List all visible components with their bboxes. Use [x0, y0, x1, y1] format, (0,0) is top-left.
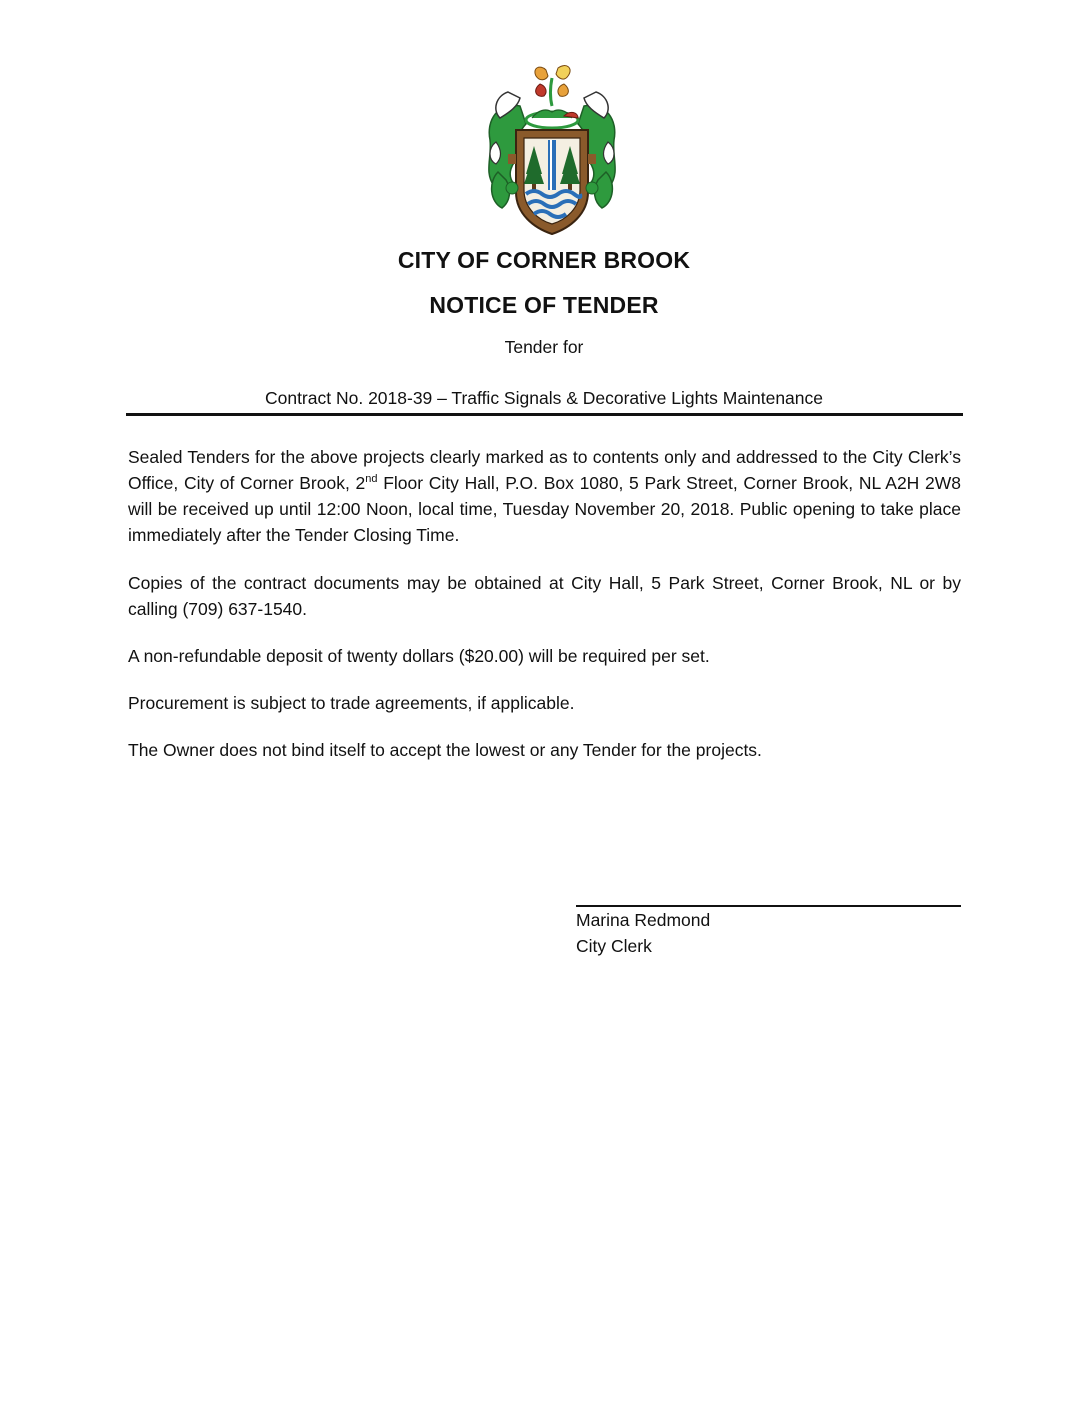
- tender-submission-paragraph: [128, 444, 961, 548]
- signature-line: [576, 905, 961, 907]
- city-crest-icon: [480, 62, 624, 240]
- documents-paragraph: Copies of the contract documents may be obtained at City Hall, 5 Park Street, Corner Brook, NL or by calling (709) 637-1540.: [128, 573, 961, 619]
- signatory-title: City Clerk: [576, 936, 652, 956]
- paragraph-text: Sealed Tenders for the above projects clearly marked as to contents only and addressed to the City Clerk’s Office, City of Corner Brook, 2: [128, 447, 961, 493]
- deposit-paragraph: A non-refundable deposit of twenty dollars ($20.00) will be required per set.: [128, 646, 710, 666]
- contract-title: Contract No. 2018-39 – Traffic Signals & Decorative Lights Maintenance: [264, 388, 824, 408]
- tender-for-label: Tender for: [504, 337, 584, 357]
- header-divider: [126, 413, 963, 416]
- signatory-name: Marina Redmond: [576, 910, 711, 930]
- city-name-heading: CITY OF CORNER BROOK: [397, 247, 691, 273]
- ordinal-superscript: nd: [365, 473, 378, 486]
- notice-title: NOTICE OF TENDER: [429, 292, 659, 318]
- owner-disclaimer-paragraph: The Owner does not bind itself to accept the lowest or any Tender for the projects.: [128, 740, 762, 760]
- procurement-paragraph: Procurement is subject to trade agreements, if applicable.: [128, 693, 575, 713]
- paragraph-text: Floor City Hall, P.O. Box 1080, 5 Park Street, Corner Brook, NL A2H 2W8 will be received up until 12:00 Noon, local time, Tuesday November 20, 2018. Public opening to take place immediately after the Tender Closing Time.: [128, 473, 961, 545]
